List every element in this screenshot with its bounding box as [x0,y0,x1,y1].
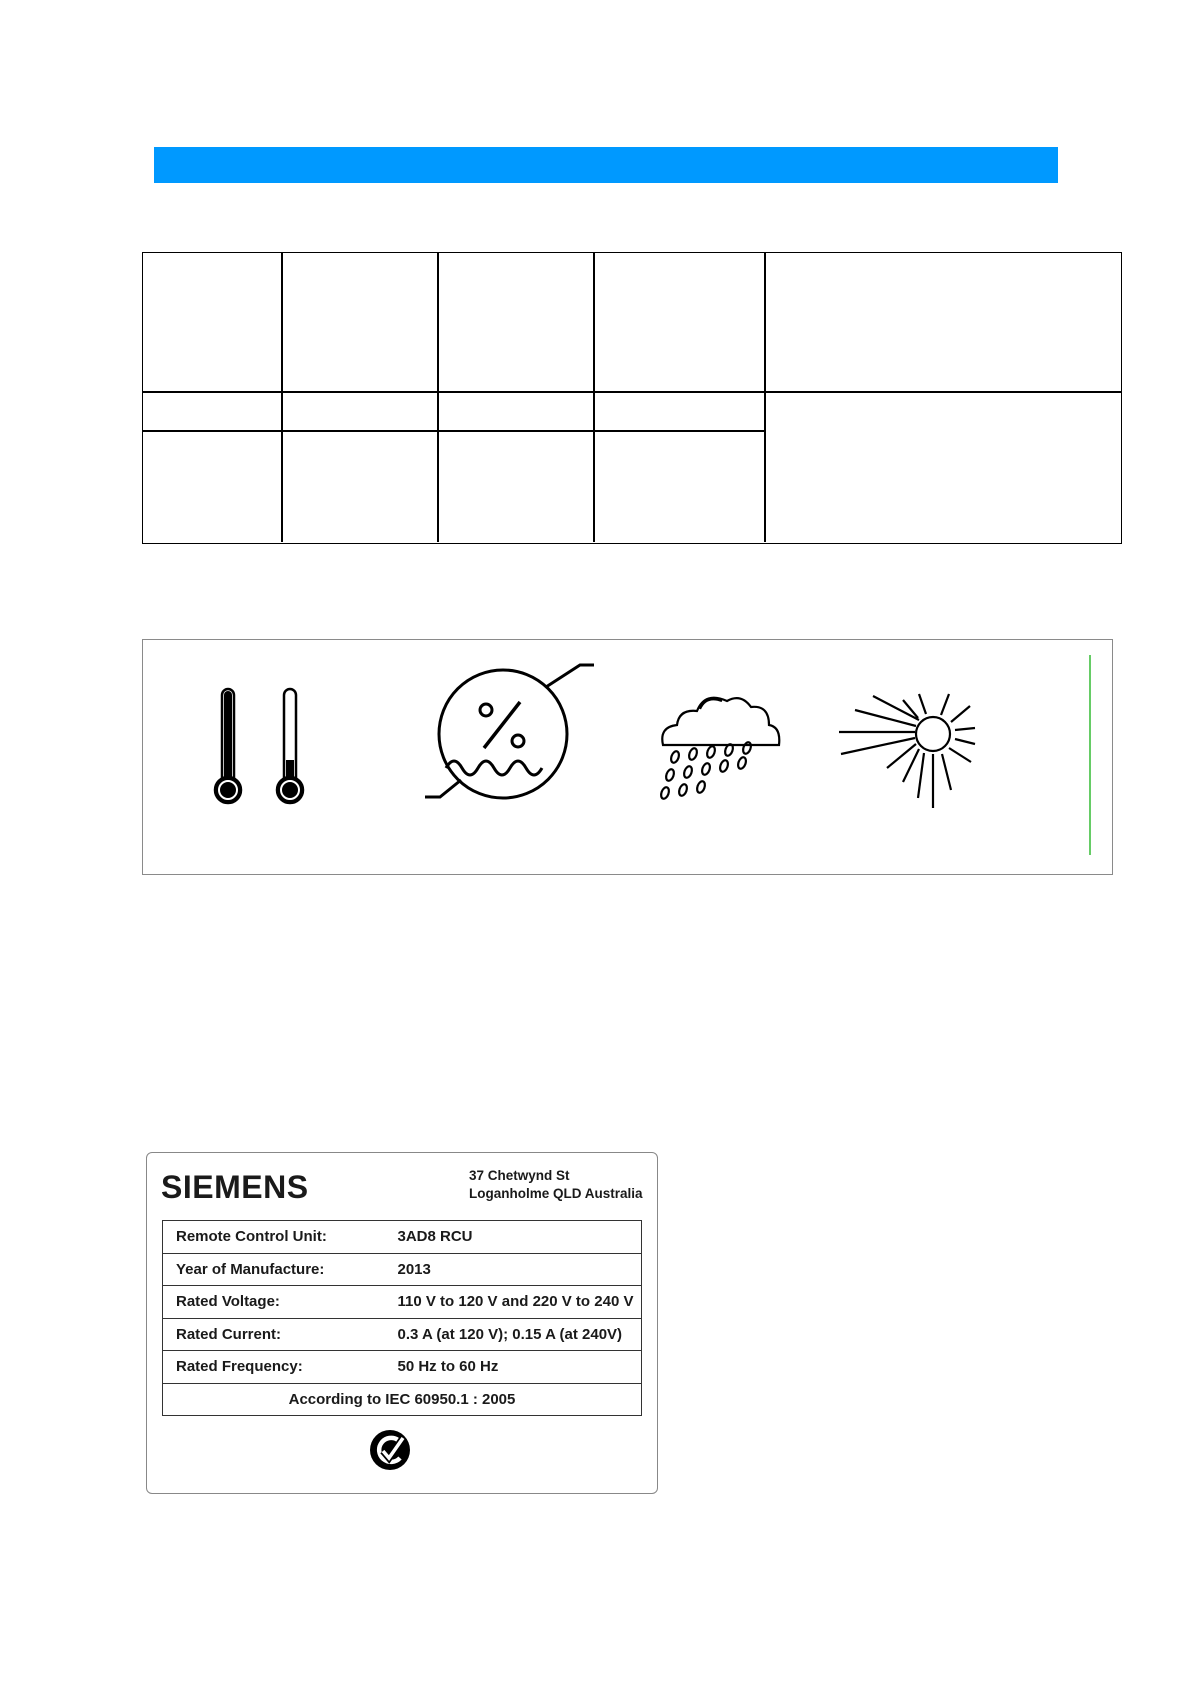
rain-icon [660,698,780,800]
rating-key: Rated Current: [163,1318,388,1351]
rating-key: Remote Control Unit: [163,1221,388,1254]
standard-compliance: According to IEC 60950.1 : 2005 [163,1383,642,1416]
table-row [163,1221,642,1254]
grid-col-line [281,253,283,542]
address-line: 37 Chetwynd St [469,1168,570,1183]
table-row [163,1318,642,1351]
grid-col-line [593,253,595,542]
grid-col-line [764,253,766,542]
rating-key: Rated Voltage: [163,1286,388,1319]
manufacturer-address [469,1167,643,1203]
brand-logo: SIEMENS [161,1169,309,1205]
rating-value: 0.3 A (at 120 V); 0.15 A (at 240V) [388,1318,642,1351]
humidity-icon [425,665,594,798]
rating-value: 50 Hz to 60 Hz [388,1351,642,1384]
table-row [163,1383,642,1416]
thermometer-icon [215,689,303,803]
table-row [163,1253,642,1286]
sun-icon [839,694,975,808]
grid-col-line [437,253,439,542]
header-bar [154,147,1058,183]
rating-table [162,1220,642,1416]
grid-row-line [143,430,765,432]
table-row [163,1286,642,1319]
c-tick-icon [369,1429,411,1471]
divider-line [1089,655,1091,855]
grid-row-line [143,391,1121,393]
rating-value: 110 V to 120 V and 220 V to 240 V [388,1286,642,1319]
rating-value: 3AD8 RCU [388,1221,642,1254]
address-line: Loganholme QLD Australia [469,1186,643,1201]
table-row [163,1351,642,1384]
environment-icon-panel [142,639,1113,875]
rating-key: Rated Frequency: [163,1351,388,1384]
rating-key: Year of Manufacture: [163,1253,388,1286]
rating-value: 2013 [388,1253,642,1286]
rating-label [146,1152,658,1494]
spec-grid [142,252,1122,544]
